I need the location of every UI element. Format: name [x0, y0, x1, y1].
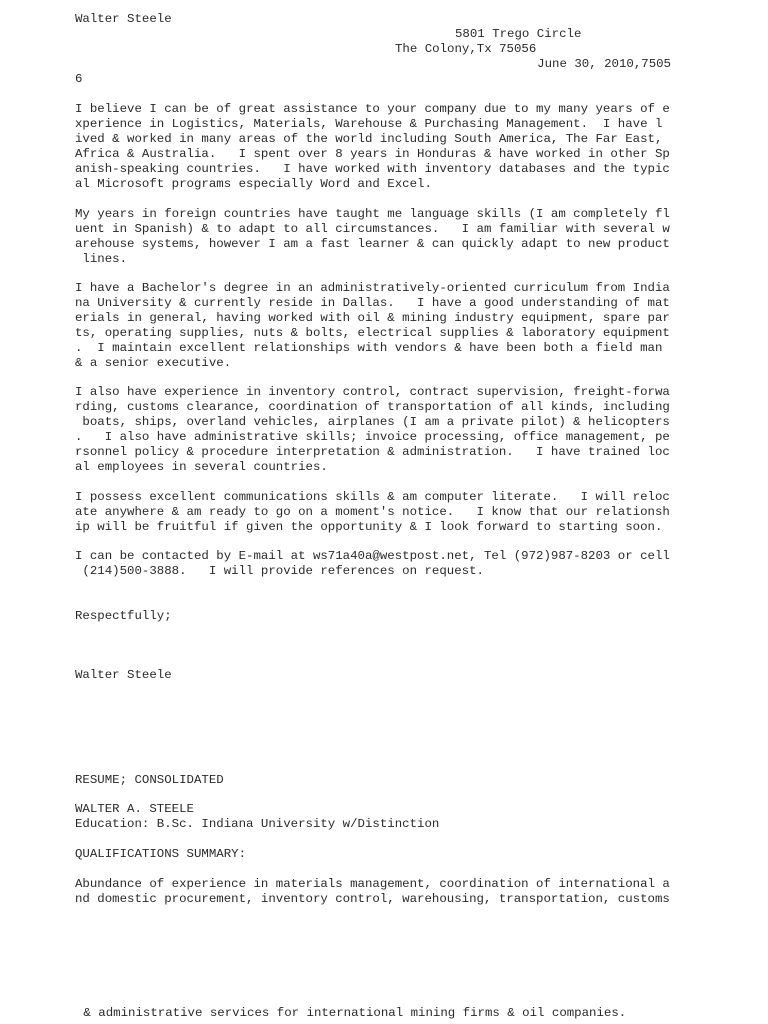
- paragraph-line: I believe I can be of great assistance to your company due to my many years of e: [75, 102, 670, 116]
- paragraph-line: al employees in several countries.: [75, 460, 328, 474]
- signature: Walter Steele: [75, 668, 172, 682]
- paragraph-line: xperience in Logistics, Materials, Warehouse & Purchasing Management. I have l: [75, 117, 663, 131]
- paragraph-line: I possess excellent communications skills & am computer literate. I will reloc: [75, 490, 670, 504]
- resume-continuation-line: & administrative services for international mining firms & oil companies.: [76, 1006, 627, 1020]
- paragraph-line: & a senior executive.: [75, 356, 232, 370]
- paragraph-line: . I maintain excellent relationships with vendors & have been both a field man: [75, 341, 663, 355]
- paragraph-line: (214)500-3888. I will provide references on request.: [75, 564, 484, 578]
- paragraph-line: ip will be fruitful if given the opportunity & I look forward to starting soon.: [75, 520, 663, 534]
- paragraph-line: uent in Spanish) & to adapt to all circumstances. I am familiar with several w: [75, 222, 670, 236]
- resume-name: WALTER A. STEELE: [75, 802, 194, 816]
- paragraph-line: ate anywhere & am ready to go on a moment's notice. I know that our relationsh: [75, 505, 670, 519]
- paragraph-line: Africa & Australia. I spent over 8 years in Honduras & have worked in other Sp: [75, 147, 670, 161]
- sender-street: 5801 Trego Circle: [455, 27, 582, 41]
- paragraph-line: rding, customs clearance, coordination of transportation of all kinds, including: [75, 400, 670, 414]
- paragraph-line: Abundance of experience in materials management, coordination of international a: [75, 877, 670, 891]
- letter-date: June 30, 2010,7505: [537, 57, 671, 71]
- paragraph-line: I can be contacted by E-mail at ws71a40a@westpost.net, Tel (972)987-8203 or cell: [75, 549, 670, 563]
- resume-education: Education: B.Sc. Indiana University w/Distinction: [75, 817, 440, 831]
- paragraph-line: rsonnel policy & procedure interpretation & administration. I have trained loc: [75, 445, 670, 459]
- qualifications-heading: QUALIFICATIONS SUMMARY:: [75, 847, 247, 861]
- paragraph-line: I also have experience in inventory control, contract supervision, freight-forwa: [75, 385, 670, 399]
- paragraph-line: na University & currently reside in Dallas. I have a good understanding of mat: [75, 296, 670, 310]
- paragraph-line: I have a Bachelor's degree in an administratively-oriented curriculum from India: [75, 281, 670, 295]
- paragraph-line: arehouse systems, however I am a fast learner & can quickly adapt to new product: [75, 237, 670, 251]
- paragraph-line: ived & worked in many areas of the world including South America, The Far East,: [75, 132, 663, 146]
- letter-date-wrap: 6: [75, 72, 83, 86]
- sender-name: Walter Steele: [75, 12, 172, 26]
- paragraph-line: My years in foreign countries have taught me language skills (I am completely fl: [75, 207, 670, 221]
- paragraph-line: boats, ships, overland vehicles, airplanes (I am a private pilot) & helicopters: [75, 415, 670, 429]
- paragraph-line: ts, operating supplies, nuts & bolts, electrical supplies & laboratory equipment: [75, 326, 670, 340]
- sender-city: The Colony,Tx 75056: [395, 42, 537, 56]
- paragraph-line: erials in general, having worked with oil & mining industry equipment, spare par: [75, 311, 670, 325]
- resume-heading: RESUME; CONSOLIDATED: [75, 773, 224, 787]
- paragraph-line: . I also have administrative skills; invoice processing, office management, pe: [75, 430, 670, 444]
- paragraph-line: al Microsoft programs especially Word and Excel.: [75, 177, 432, 191]
- paragraph-line: lines.: [75, 252, 128, 266]
- paragraph-line: nd domestic procurement, inventory control, warehousing, transportation, customs: [75, 892, 670, 906]
- paragraph-line: anish-speaking countries. I have worked with inventory databases and the typic: [75, 162, 670, 176]
- closing: Respectfully;: [75, 609, 172, 623]
